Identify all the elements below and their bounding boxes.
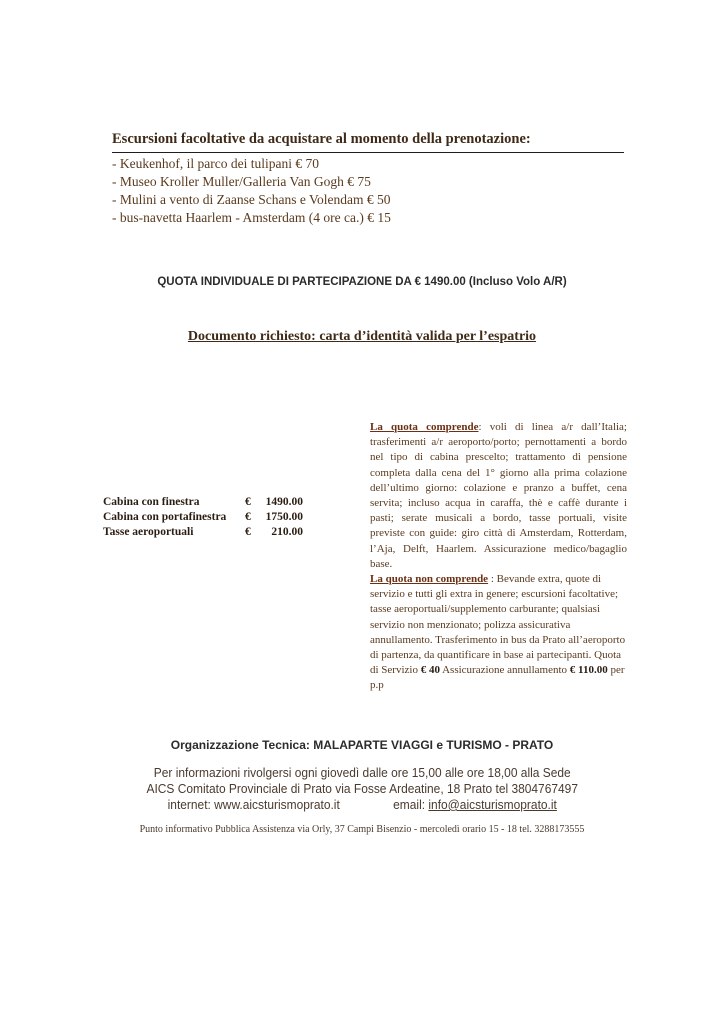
website-link[interactable]: internet: www.aicsturismoprato.it (167, 797, 340, 812)
price-label: Tasse aeroportuali (103, 526, 194, 538)
price-amount: 1490.00 (265, 496, 303, 508)
email-link[interactable]: info@aicsturismoprato.it (428, 797, 557, 812)
price-row (103, 525, 303, 540)
excludes-text: : Bevande extra, quote di servizio e tutti gli extra in genere; escursioni facoltative; tasse aeroportuali/supplemento carburante; qualsiasi servizio non menzionato; polizza assicurativa annullamento. Trasferimento in bus da Prato all’aeroporto di partenza, da quantificare in base ai partecipanti. Quota di Servizio (370, 573, 626, 677)
organization-line: Organizzazione Tecnica: MALAPARTE VIAGGI e TURISMO - PRATO (170, 738, 554, 752)
price-amount: 1750.00 (265, 511, 303, 523)
excursion-item: - Keukenhof, il parco dei tulipani € 70 (112, 156, 319, 171)
excursions-list (112, 155, 391, 227)
price-currency: € (245, 526, 251, 538)
excursion-item: - Museo Kroller Muller/Galleria Van Gogh € 75 (112, 174, 371, 189)
service-fee: € 40 (420, 664, 440, 677)
email-label: email: (393, 797, 429, 812)
info-point-line: Punto informativo Pubblica Assistenza via Orly, 37 Campi Bisenzio - mercoledì orario 15 - 18 tel. 3288173555 (139, 824, 585, 835)
excursion-item: - bus-navetta Haarlem - Amsterdam (4 ore ca.) € 15 (112, 210, 391, 225)
excursions-heading: Escursioni facoltative da acquistare al momento della prenotazione: (112, 131, 624, 153)
price-currency: € (245, 496, 251, 508)
price-currency: € (245, 511, 251, 523)
quota-includes (370, 420, 627, 572)
excludes-heading: La quota non comprende (370, 573, 489, 585)
quota-headline: QUOTA INDIVIDUALE DI PARTECIPAZIONE DA € 1490.00 (Incluso Volo A/R) (157, 276, 567, 288)
document-required: Documento richiesto: carta d’identità valida per l’espatrio (187, 329, 537, 344)
price-row (103, 495, 303, 510)
info-line-2: AICS Comitato Provinciale di Prato via Fosse Ardeatine, 18 Prato tel 3804767497 (146, 781, 578, 796)
price-label: Cabina con portafinestra (103, 511, 227, 523)
info-line-1: Per informazioni rivolgersi ogni giovedì dalle ore 15,00 alle ore 18,00 alla Sede (153, 765, 571, 780)
cabin-prices-table (103, 495, 303, 540)
price-row (103, 510, 303, 525)
contact-info (29, 765, 695, 813)
price-amount: 210.00 (271, 526, 303, 538)
excursion-item: - Mulini a vento di Zaanse Schans e Volendam € 50 (112, 192, 391, 207)
includes-heading: La quota comprende (370, 421, 479, 433)
info-line-3 (29, 797, 695, 813)
quota-excludes (370, 572, 627, 694)
insurance-text: Assicurazione annullamento (439, 664, 570, 677)
includes-text: : voli di linea a/r dall’Italia; trasferimenti a/r aeroporto/porto; pernottamenti a bordo nel tipo di cabina prescelto; trattamento di pensione completa dalla cena del 1° giorno alla prima colazione dell’ultimo giorno: colazione e pranzo a buffet, cena servita; incluso acqua in caraffa, thè e caffè durante i pasti; serate musicali a bordo, tasse portuali, visite previste con guide: giro città di Amsterdam, Rotterdam, l’Aja, Delft, Haarlem. Assicurazione medico/bagaglio base. (370, 421, 627, 570)
excludes-suffix: per p.p (370, 664, 625, 692)
insurance-fee: € 110.00 (569, 664, 608, 677)
price-label: Cabina con finestra (103, 496, 200, 508)
